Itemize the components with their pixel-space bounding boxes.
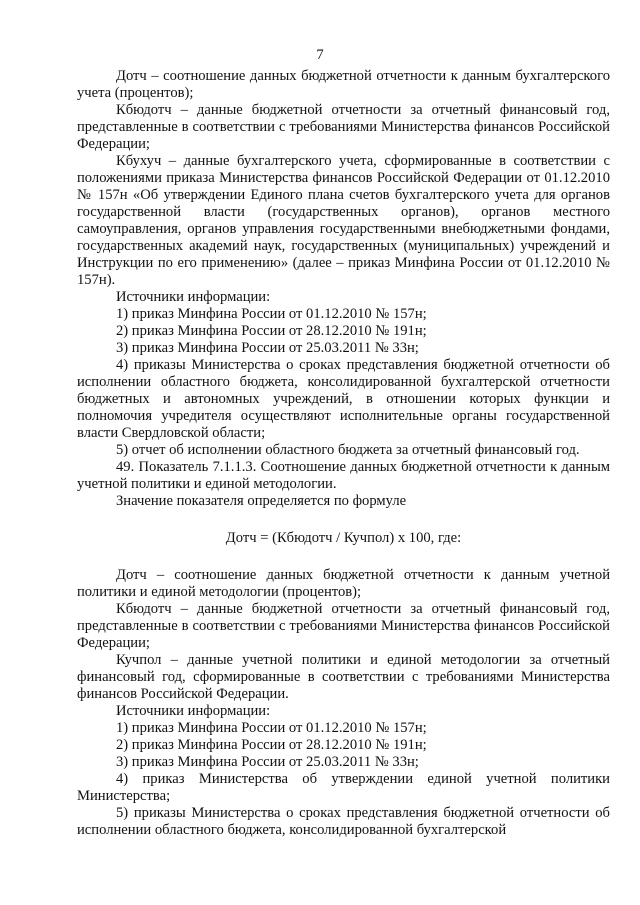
source-item-1: 1) приказ Минфина России от 01.12.2010 № 157н; <box>116 306 427 322</box>
source-item-4: 4) приказы Министерства о сроках представления бюджетной отчетности об исполнении областного бюджета, консолидированной бухгалтерской отчетности бюджетных и автономных учреждений, в отношении которых функции и полномочия учредителя осуществляют исполнительные органы государственной власти Свердловской области; <box>77 357 610 441</box>
formula: Дотч = (Кбюдотч / Кучпол) x 100, где: <box>225 530 462 546</box>
definition-kuchpol: Кучпол – данные учетной политики и единой методологии за отчетный финансовый год, сформированные в соответствии с требованиями Министерства финансов Российской Федерации. <box>77 652 610 702</box>
indicator-heading: 49. Показатель 7.1.1.3. Соотношение данных бюджетной отчетности к данным учетной политики и единой методологии. <box>77 459 610 492</box>
source-item-5: 5) отчет об исполнении областного бюджета за отчетный финансовый год. <box>116 442 580 458</box>
source-item-2-3: 3) приказ Минфина России от 25.03.2011 № 33н; <box>116 754 419 770</box>
sources-heading-2: Источники информации: <box>116 703 271 719</box>
definition-kbyudotch-2: Кбюдотч – данные бюджетной отчетности за отчетный финансовый год, представленные в соответствии с требованиями Министерства финансов Российской Федерации; <box>77 601 610 651</box>
document-body <box>77 68 610 839</box>
definition-dotch-2: Дотч – соотношение данных бюджетной отчетности к данным учетной политики и единой методологии (процентов); <box>77 567 610 600</box>
sources-heading: Источники информации: <box>116 289 271 305</box>
source-item-2-2: 2) приказ Минфина России от 28.12.2010 № 191н; <box>116 737 427 753</box>
definition-kbukhuch: Кбухуч – данные бухгалтерского учета, сформированные в соответствии с положениями приказа Министерства финансов Российской Федерации от 01.12.2010 № 157н «Об утверждении Единого плана счетов бухгалтерского учета для органов государственной власти (государственных органов), органов местного самоуправления, органов управления государственными внебюджетными фондами, государственных академий наук, государственных (муниципальных) учреждений и Инструкции по его применению» (далее – приказ Минфина России от 01.12.2010 № 157н). <box>77 153 610 288</box>
page-number: 7 <box>316 47 324 63</box>
definition-kbyudotch: Кбюдотч – данные бюджетной отчетности за отчетный финансовый год, представленные в соответствии с требованиями Министерства финансов Российской Федерации; <box>77 102 610 152</box>
source-item-2-1: 1) приказ Минфина России от 01.12.2010 № 157н; <box>116 720 427 736</box>
formula-intro: Значение показателя определяется по формуле <box>116 493 407 509</box>
source-item-2: 2) приказ Минфина России от 28.12.2010 № 191н; <box>116 323 427 339</box>
source-item-2-5: 5) приказы Министерства о сроках представления бюджетной отчетности об исполнении областного бюджета, консолидированной бухгалтерской <box>77 805 610 838</box>
source-item-2-4: 4) приказ Министерства об утверждении единой учетной политики Министерства; <box>77 771 610 804</box>
definition-dotch: Дотч – соотношение данных бюджетной отчетности к данным бухгалтерского учета (процентов); <box>77 68 610 101</box>
source-item-3: 3) приказ Минфина России от 25.03.2011 № 33н; <box>116 340 419 356</box>
